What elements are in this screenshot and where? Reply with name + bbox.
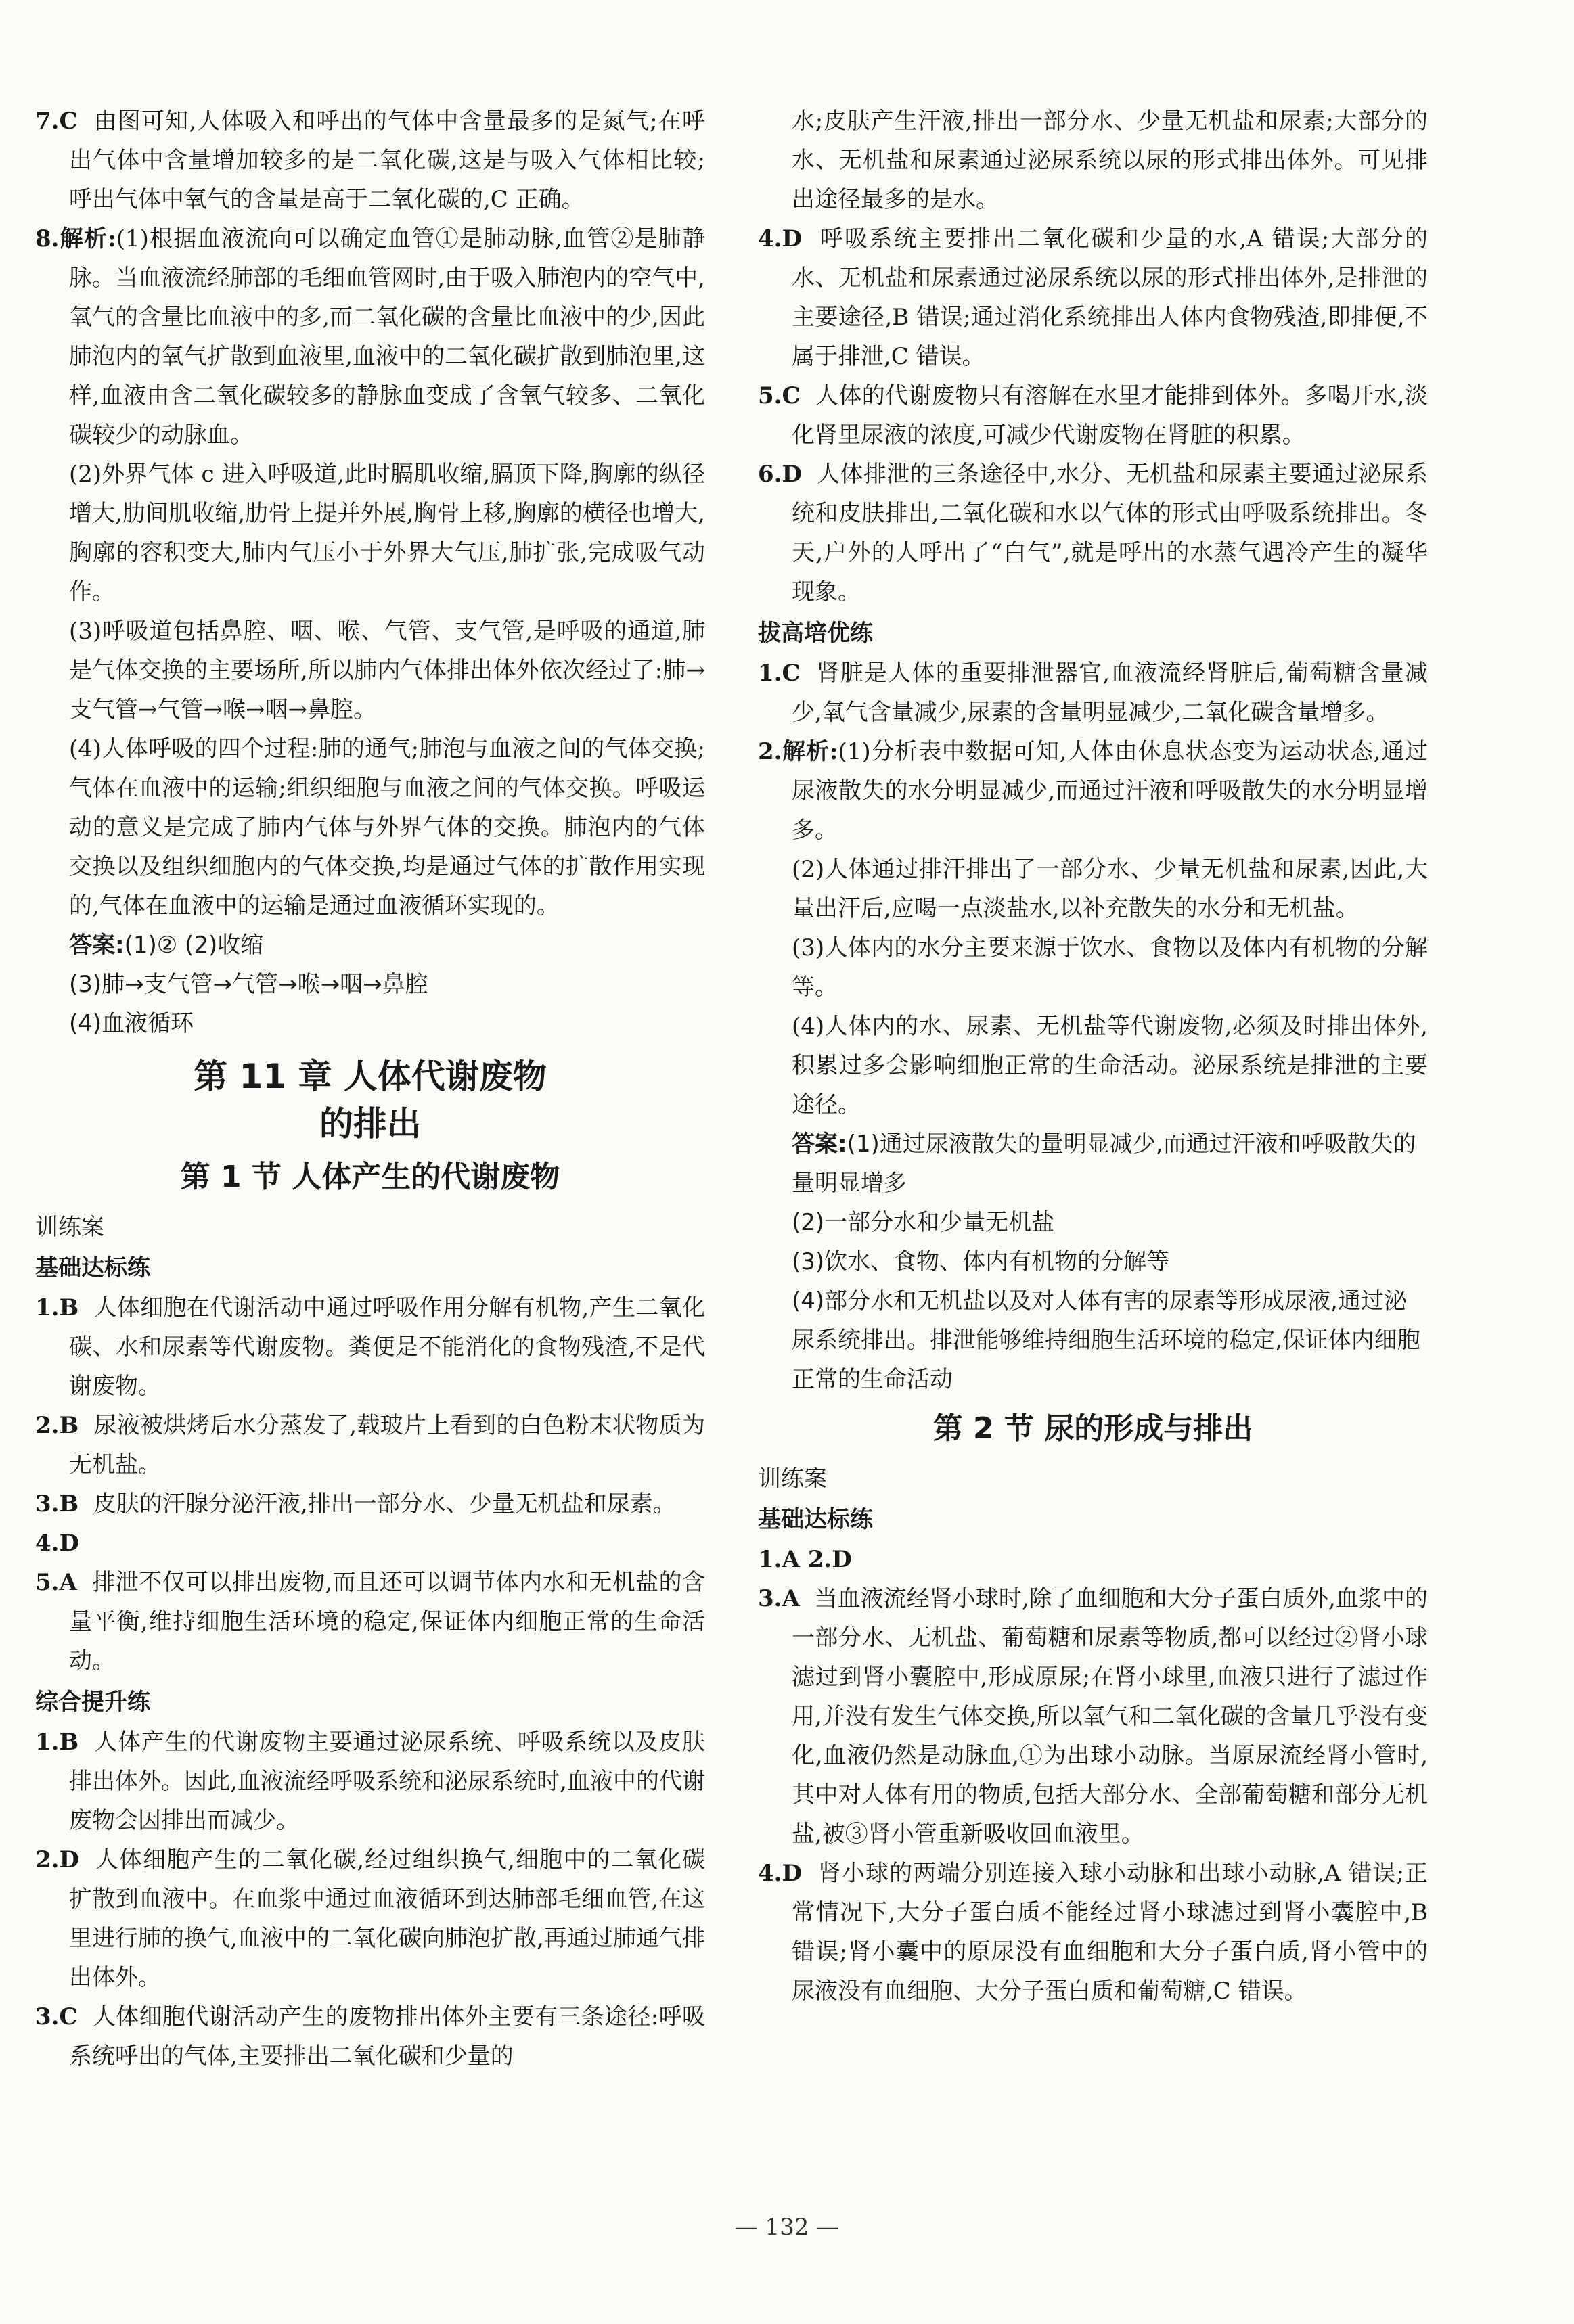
comp-answer-1: 1.B 人体产生的代谢废物主要通过泌尿系统、呼吸系统以及皮肤排出体外。因此,血液流经呼吸系统和泌尿系统时,血液中的代谢废物会因排出而减少。 bbox=[35, 1729, 705, 1834]
comp-answer-5: 5.C 人体的代谢废物只有溶解在水里才能排到体外。多喝开水,淡化肾里尿液的浓度,可减少代谢废物在肾脏的积累。 bbox=[758, 382, 1428, 449]
adv-answer-2-part2: (2)人体通过排汗排出了一部分水、少量无机盐和尿素,因此,大量出汗后,应喝一点淡盐水,以补充散失的水分和无机盐。 bbox=[792, 856, 1428, 922]
comp-answer-3: 3.C 人体细胞代谢活动产生的废物排出体外主要有三条途径:呼吸系统呼出的气体,主要排出二氧化碳和少量的 bbox=[35, 2003, 705, 2070]
answer-8-key3: (4)血液循环 bbox=[69, 1010, 194, 1037]
comp-answer-4: 4.D 呼吸系统主要排出二氧化碳和少量的水,A 错误;大部分的水、无机盐和尿素通过泌尿系统以尿的形式排出体外,是排泄的主要途径,B 错误;通过消化系统排出人体内食物残渣,即排便,不属于排泄,C 错误。 bbox=[758, 225, 1428, 370]
training-tag-2: 训练案 bbox=[758, 1465, 827, 1493]
answer-8-part4: (4)人体呼吸的四个过程:肺的通气;肺泡与血液之间的气体交换;气体在血液中的运输;组织细胞与血液之间的气体交换。呼吸运动的意义是完成了肺内气体与外界气体的交换。肺泡内的气体交换以及组织细胞内的气体交换,均是通过气体的扩散作用实现的,气体在血液中的运输是通过血液循环实现的。 bbox=[69, 735, 705, 919]
adv-answer-2-key1: 答案:(1)通过尿液散失的量明显减少,而通过汗液和呼吸散失的量明显增多 bbox=[792, 1131, 1416, 1197]
answer-8-part2: (2)外界气体 c 进入呼吸道,此时膈肌收缩,膈顶下降,胸廓的纵径增大,肋间肌收缩,肋骨上提并外展,胸骨上移,胸廓的横径也增大,胸廓的容积变大,肺内气压小于外界大气压,肺扩张,完成吸气动作。 bbox=[69, 461, 705, 606]
sec2-answers-1-2: 1.A 2.D bbox=[758, 1546, 852, 1573]
basic-section-title: 基础达标练 bbox=[35, 1254, 150, 1281]
adv-answer-2-key2: (2)一部分水和少量无机盐 bbox=[792, 1209, 1055, 1236]
answer-8-part3: (3)呼吸道包括鼻腔、咽、喉、气管、支气管,是呼吸的通道,肺是气体交换的主要场所,所以肺内气体排出体外依次经过了:肺→支气管→气管→喉→咽→鼻腔。 bbox=[69, 618, 705, 723]
answer-8-key2: (3)肺→支气管→气管→喉→咽→鼻腔 bbox=[69, 971, 428, 998]
adv-answer-2-key3: (3)饮水、食物、体内有机物的分解等 bbox=[792, 1248, 1170, 1275]
sec2-answer-3: 3.A 当血液流经肾小球时,除了血细胞和大分子蛋白质外,血浆中的一部分水、无机盐、葡萄糖和尿素等物质,都可以经过②肾小球滤过到肾小囊腔中,形成原尿;在肾小球里,血液只进行了滤过作用,并没有发生气体交换,所以氧气和二氧化碳的含量几乎没有变化,血液仍然是动脉血,①为出球小动脉。当原尿流经肾小管时,其中对人体有用的物质,包括大部分水、全部葡萄糖和部分无机盐,被③肾小管重新吸收回血液里。 bbox=[758, 1585, 1428, 1848]
chapter-title-line2: 的排出 bbox=[319, 1104, 421, 1143]
sec2-answer-4: 4.D 肾小球的两端分别连接入球小动脉和出球小动脉,A 错误;正常情况下,大分子蛋白质不能经过肾小球滤过到肾小囊腔中,B 错误;肾小囊中的原尿没有血细胞和大分子蛋白质,肾小管中的尿液没有血细胞、大分子蛋白质和葡萄糖,C 错误。 bbox=[758, 1860, 1428, 2005]
answer-7: 7.C 由图可知,人体吸入和呼出的气体中含量最多的是氮气;在呼出气体中含量增加较多的是二氧化碳,这是与吸入气体相比较;呼出气体中氧气的含量是高于二氧化碳的,C 正确。 bbox=[35, 108, 705, 213]
training-tag-1: 训练案 bbox=[35, 1214, 104, 1241]
comp-answer-6: 6.D 人体排泄的三条途径中,水分、无机盐和尿素主要通过泌尿系统和皮肤排出,二氧化碳和水以气体的形式由呼吸系统排出。冬天,户外的人呼出了“白气”,就是呼出的水蒸气遇冷产生的凝华现象。 bbox=[758, 461, 1428, 606]
adv-answer-2-part3: (3)人体内的水分主要来源于饮水、食物以及体内有机物的分解等。 bbox=[792, 934, 1428, 1001]
comp-answer-2: 2.D 人体细胞产生的二氧化碳,经过组织换气,细胞中的二氧化碳扩散到血液中。在血浆中通过血液循环到达肺部毛细血管,在这里进行肺的换气,血液中的二氧化碳向肺泡扩散,再通过肺通气排出体外。 bbox=[35, 1846, 705, 1991]
basic-answer-1: 1.B 人体细胞在代谢活动中通过呼吸作用分解有机物,产生二氧化碳、水和尿素等代谢废物。粪便是不能消化的食物残渣,不是代谢废物。 bbox=[35, 1294, 705, 1400]
answer-8-key1: 答案:(1)② (2)收缩 bbox=[69, 932, 264, 959]
section-1-title: 第 1 节 人体产生的代谢废物 bbox=[180, 1160, 560, 1194]
basic-answer-3: 3.B 皮肤的汗腺分泌汗液,排出一部分水、少量无机盐和尿素。 bbox=[35, 1490, 676, 1518]
basic-answer-4: 4.D bbox=[35, 1530, 79, 1557]
advanced-section-title: 拔高培优练 bbox=[758, 620, 873, 647]
chapter-title-line1: 第 11 章 人体代谢废物 bbox=[194, 1057, 547, 1096]
page-number: — 132 — bbox=[734, 2214, 840, 2241]
right-column bbox=[758, 101, 1428, 2011]
adv-answer-1: 1.C 肾脏是人体的重要排泄器官,血液流经肾脏后,葡萄糖含量减少,氧气含量减少,尿素的含量明显减少,二氧化碳含量增多。 bbox=[758, 660, 1428, 726]
answer-8: 8.解析:(1)根据血液流向可以确定血管①是肺动脉,血管②是肺静脉。当血液流经肺部的毛细血管网时,由于吸入肺泡内的空气中,氧气的含量比血液中的多,而二氧化碳的含量比血液中的少,因此肺泡内的氧气扩散到血液里,血液中的二氧化碳扩散到肺泡里,这样,血液由含二氧化碳较多的静脉血变成了含氧气较多、二氧化碳较少的动脉血。 bbox=[35, 225, 705, 449]
left-column bbox=[35, 101, 705, 2076]
comprehensive-section-title: 综合提升练 bbox=[35, 1689, 150, 1716]
basic-answer-2: 2.B 尿液被烘烤后水分蒸发了,载玻片上看到的白色粉末状物质为无机盐。 bbox=[35, 1412, 705, 1478]
adv-answer-2-part4: (4)人体内的水、尿素、无机盐等代谢废物,必须及时排出体外,积累过多会影响细胞正常的生命活动。泌尿系统是排泄的主要途径。 bbox=[792, 1013, 1428, 1118]
basic-section-title-2: 基础达标练 bbox=[758, 1506, 873, 1533]
adv-answer-2: 2.解析:(1)分析表中数据可知,人体由休息状态变为运动状态,通过尿液散失的水分明显减少,而通过汗液和呼吸散失的水分明显增多。 bbox=[758, 738, 1428, 844]
basic-answer-5: 5.A 排泄不仅可以排出废物,而且还可以调节体内水和无机盐的含量平衡,维持细胞生活环境的稳定,保证体内细胞正常的生命活动。 bbox=[35, 1569, 705, 1674]
section-2-title: 第 2 节 尿的形成与排出 bbox=[932, 1411, 1253, 1446]
adv-answer-2-key4: (4)部分水和无机盐以及对人体有害的尿素等形成尿液,通过泌尿系统排出。排泄能够维持细胞生活环境的稳定,保证体内细胞正常的生命活动 bbox=[792, 1288, 1420, 1393]
comp-answer-3-continued: 水;皮肤产生汗液,排出一部分水、少量无机盐和尿素;大部分的水、无机盐和尿素通过泌尿系统以尿的形式排出体外。可见排出途径最多的是水。 bbox=[792, 108, 1428, 213]
